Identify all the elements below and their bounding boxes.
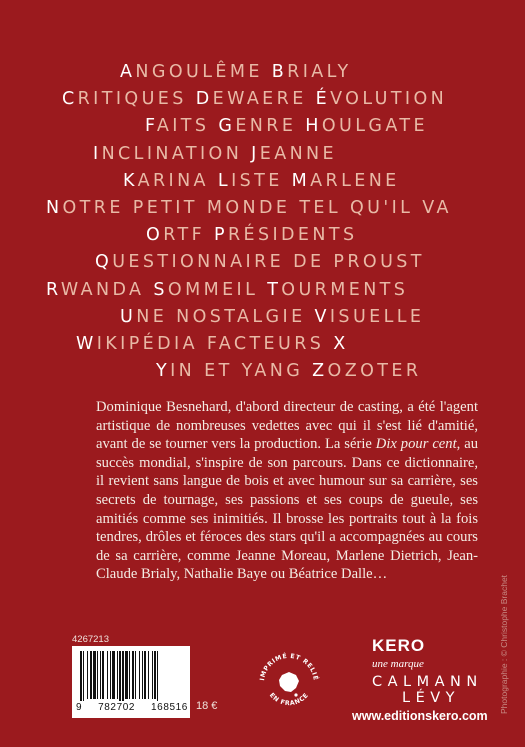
index-line — [120, 307, 424, 327]
index-initial: F — [145, 116, 157, 137]
france-map-icon — [279, 672, 299, 692]
index-initial: L — [217, 170, 232, 191]
barcode-bar — [122, 651, 124, 701]
index-initial: H — [305, 116, 322, 137]
description-blurb — [96, 398, 478, 584]
barcode-bar — [139, 651, 140, 699]
index-initial: X — [333, 334, 349, 354]
barcode-bar — [102, 651, 104, 699]
seal-bottom-text: EN FRANCE — [267, 691, 311, 708]
index-initial: Z — [312, 361, 328, 382]
index-line — [120, 62, 352, 82]
index-initial: N — [46, 198, 63, 218]
index-word: OMMEIL — [167, 279, 268, 300]
index-word: IKIPÉDIA FACTEURS — [96, 334, 334, 354]
index-word: EANNE — [259, 143, 338, 164]
index-initial: S — [153, 279, 168, 300]
barcode-bar — [83, 651, 84, 701]
index-initial: O — [146, 225, 164, 246]
index-word: EWAERE — [212, 89, 316, 110]
barcode-bar — [135, 651, 136, 699]
index-word: NGOULÊME — [135, 62, 272, 82]
index-word: WANDA — [60, 279, 154, 300]
publisher-website: www.editionskero.com — [352, 709, 488, 723]
barcode-bar — [154, 651, 156, 699]
barcode-bar — [148, 651, 149, 699]
barcode-bar — [110, 651, 111, 699]
index-line — [123, 171, 400, 191]
index-word: ARLENE — [310, 170, 400, 191]
index-word: AITS — [156, 116, 219, 137]
index-line — [95, 252, 425, 272]
index-word: UESTIONNAIRE DE PROUST — [112, 252, 425, 273]
index-word: OTRE PETIT MONDE TEL QU'IL VA — [62, 198, 452, 218]
index-initial: Y — [156, 361, 171, 382]
index-word: ENRE — [235, 116, 306, 137]
index-word: ISTE — [231, 170, 292, 191]
index-initial: G — [218, 116, 236, 137]
barcode-bar — [117, 651, 118, 699]
barcode-bars — [80, 651, 182, 701]
barcode-bar — [112, 651, 115, 699]
index-word: RTF — [163, 225, 214, 246]
index-initial: C — [62, 89, 78, 110]
series-title: Dix pour cent — [375, 436, 457, 453]
barcode-bar — [90, 651, 92, 699]
barcode-bar — [142, 651, 143, 699]
barcode-lead-digit: 9 — [76, 702, 83, 713]
index-initial: A — [120, 62, 136, 82]
index-initial: Q — [95, 252, 113, 273]
index-word: OULGATE — [321, 116, 428, 137]
index-word: VOLUTION — [330, 89, 448, 110]
barcode-bar — [125, 651, 128, 699]
index-word: RÉSIDENTS — [227, 225, 358, 246]
index-initial: É — [315, 89, 331, 110]
barcode-bar — [132, 651, 134, 699]
index-word: IN ET YANG — [170, 361, 313, 382]
barcode-bar — [152, 651, 153, 699]
index-line — [62, 89, 447, 109]
index-initial: I — [93, 143, 102, 164]
index-initial: D — [195, 89, 213, 110]
index-initial: T — [267, 279, 282, 300]
barcode-bar — [80, 651, 82, 701]
barcode-bar — [97, 651, 98, 699]
price: 18 € — [196, 700, 218, 712]
index-initial: M — [291, 170, 311, 191]
barcode-bar — [87, 651, 88, 699]
index-word: OURMENTS — [281, 279, 409, 300]
blurb-text-1: Dominique Besnehard, d'abord directeur de casting, a été l'agent artistique de nombreuses vedettes avec qui il s'est lié d'amitié, avant de se tourner vers la production. La série — [96, 399, 478, 453]
index-initial: U — [120, 306, 137, 327]
corsica-icon — [294, 693, 297, 696]
index-line — [146, 225, 357, 245]
barcode-right-digits: 168516 — [151, 702, 188, 713]
index-word: OZOTER — [327, 361, 422, 382]
index-line — [156, 361, 421, 381]
barcode-bar — [107, 651, 108, 699]
made-in-france-seal — [256, 650, 322, 716]
index-word: NE NOSTALGIE — [136, 306, 315, 327]
index-line — [46, 198, 452, 218]
index-initial: J — [251, 143, 260, 164]
photo-credit: Photographie : © Christophe Brachet — [499, 574, 509, 714]
barcode-left-digits: 782702 — [98, 702, 136, 713]
index-word: RITIQUES — [77, 89, 196, 110]
index-line — [145, 116, 428, 136]
barcode-bar — [129, 651, 130, 699]
seal-top-text: IMPRIMÉ ET RELIÉ — [259, 652, 319, 682]
barcode-bar — [119, 651, 121, 701]
brand-mention: une marque — [372, 658, 424, 670]
barcode-bar — [144, 651, 146, 699]
index-initial: P — [214, 225, 228, 246]
index-initial: B — [271, 62, 288, 82]
barcode-bar — [157, 651, 158, 701]
levy-logo: LÉVY — [402, 690, 461, 706]
blurb-text-2: , au succès mondial, s'inspire de son parcours. Dans ce dictionnaire, il revient sans langue de bois et avec humour sur sa carrière, ses secrets de tournage, ses passions et ses coups de gueule, ses amitiés comme ses inimitiés. Il brosse les portraits tout à la fois tendres, drôles et féroces des stars qu'il a accompagnées au cours de sa carrière, comme Jeanne Moreau, Marlene Dietrich, Jean-Claude Brialy, Nathalie Baye ou Béatrice Dalle… — [96, 436, 478, 583]
kero-logo: KERO — [372, 636, 426, 655]
index-line — [93, 144, 337, 164]
index-word: ARINA — [137, 170, 218, 191]
svg-text:EN FRANCE — [268, 692, 310, 707]
isbn-barcode — [72, 646, 190, 718]
index-word: RIALY — [287, 62, 352, 82]
calmann-logo: CALMANN — [372, 674, 483, 690]
barcode-bar — [100, 651, 101, 699]
index-initial: V — [314, 306, 330, 327]
index-initial: K — [123, 170, 138, 191]
index-word: ISUELLE — [329, 306, 425, 327]
product-code: 4267213 — [72, 634, 109, 645]
index-line — [76, 334, 349, 354]
barcode-bar — [93, 651, 96, 699]
index-initial: W — [76, 334, 97, 354]
index-line — [46, 280, 408, 300]
barcode-digits — [76, 702, 188, 713]
index-word: NCLINATION — [101, 143, 252, 164]
index-initial: R — [46, 279, 61, 300]
